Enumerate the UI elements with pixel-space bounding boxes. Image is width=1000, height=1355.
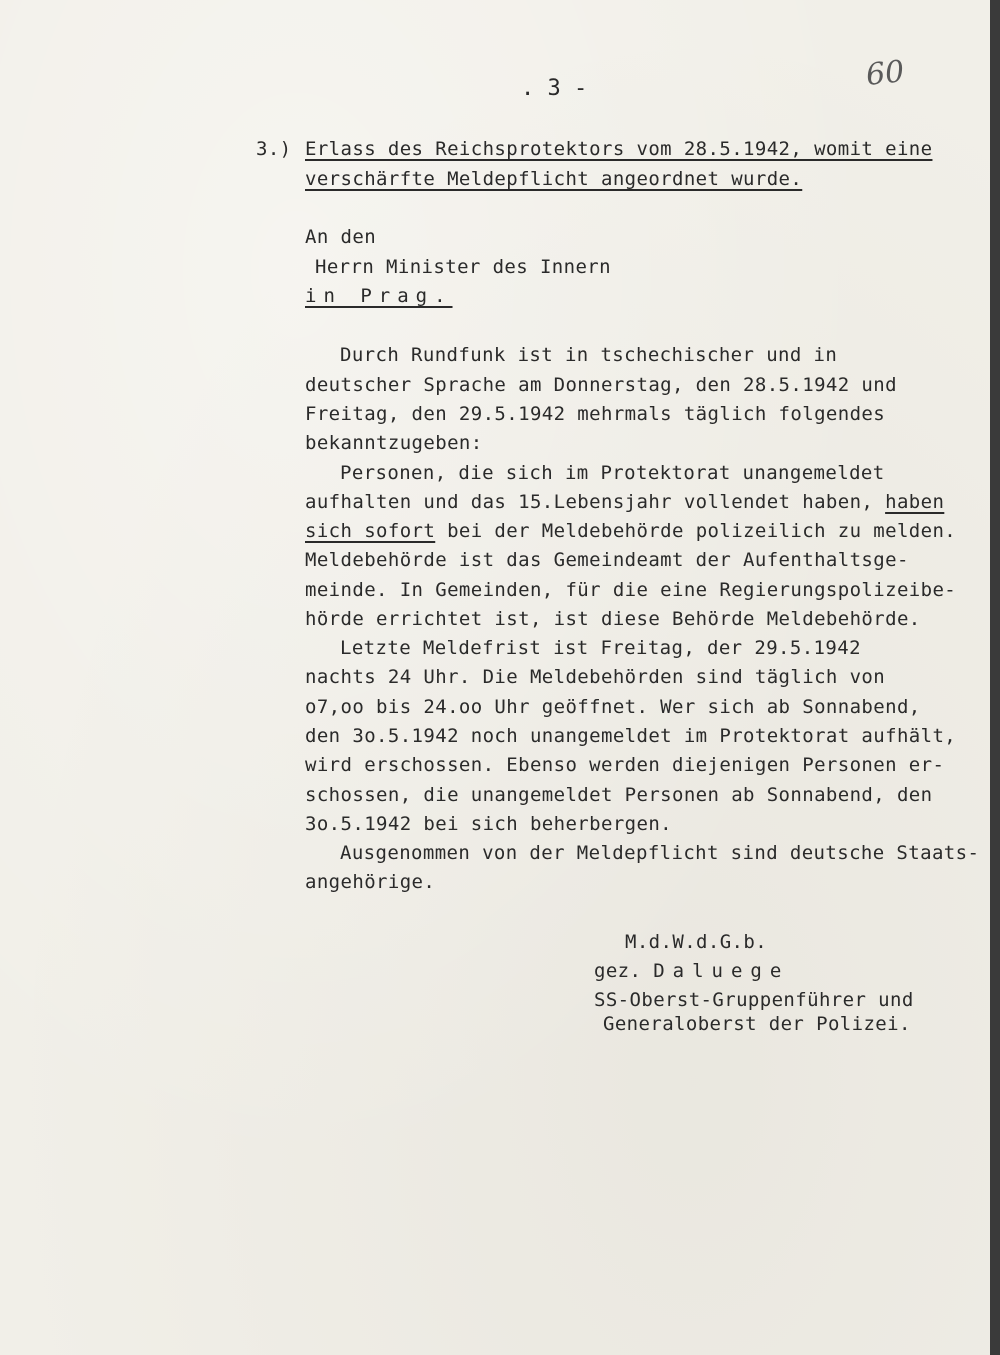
body-line: Durch Rundfunk ist in tschechischer und in — [340, 344, 838, 366]
body-line: schossen, die unangemeldet Personen ab Sonnabend, den — [305, 784, 933, 806]
body-line: Letzte Meldefrist ist Freitag, der 29.5.1942 — [340, 637, 861, 659]
body-text: bei der Meldebehörde polizeilich zu melden. — [435, 520, 957, 542]
body-line: Personen, die sich im Protektorat unangemeldet — [340, 462, 885, 484]
body-line: 3o.5.1942 bei sich beherbergen. — [305, 813, 673, 835]
address-line-1: An den — [305, 226, 377, 248]
emphasis-text: haben — [885, 491, 945, 513]
body-line: hörde errichtet ist, ist diese Behörde Meldebehörde. — [305, 608, 921, 630]
heading-line-2: verschärfte Meldepflicht angeordnet wurde. — [305, 168, 803, 190]
body-line: nachts 24 Uhr. Die Meldebehörden sind täglich von — [305, 666, 886, 688]
body-line: den 3o.5.1942 noch unangemeldet im Protektorat aufhält, — [305, 725, 957, 747]
body-line: meinde. In Gemeinden, für die eine Regierungspolizeibe- — [305, 579, 957, 601]
signature-title: Generaloberst der Polizei. — [603, 1013, 911, 1035]
signature-rank: SS-Oberst-Gruppenführer und — [594, 989, 914, 1011]
body-line: deutscher Sprache am Donnerstag, den 28.5.1942 und — [305, 374, 897, 396]
signature-name: gez. Daluege — [594, 960, 790, 982]
address-line-3: in Prag. — [305, 285, 453, 307]
signature-line-1: M.d.W.d.G.b. — [625, 931, 768, 953]
page-number: . 3 - — [521, 76, 588, 101]
body-line: Meldebehörde ist das Gemeindeamt der Aufenthaltsge- — [305, 549, 909, 571]
body-line: o7,oo bis 24.oo Uhr geöffnet. Wer sich ab Sonnabend, — [305, 696, 921, 718]
body-line: Freitag, den 29.5.1942 mehrmals täglich folgendes — [305, 403, 886, 425]
body-line — [305, 518, 956, 544]
address-line-2: Herrn Minister des Innern — [315, 256, 611, 278]
body-line: angehörige. — [305, 871, 436, 893]
heading-number: 3.) — [256, 138, 292, 160]
body-line: wird erschossen. Ebenso werden diejenigen Personen er- — [305, 754, 945, 776]
body-line: Ausgenommen von der Meldepflicht sind deutsche Staats- — [340, 842, 980, 864]
body-line — [305, 489, 944, 515]
folio-number: 60 — [864, 54, 906, 93]
body-text: aufhalten und das 15.Lebensjahr vollendet haben, — [305, 491, 886, 513]
body-line: bekanntzugeben: — [305, 432, 483, 454]
emphasis-text: sich sofort — [305, 520, 436, 542]
scan-edge — [990, 0, 1000, 1355]
heading-line-1: Erlass des Reichsprotektors vom 28.5.1942, womit eine — [305, 138, 933, 160]
